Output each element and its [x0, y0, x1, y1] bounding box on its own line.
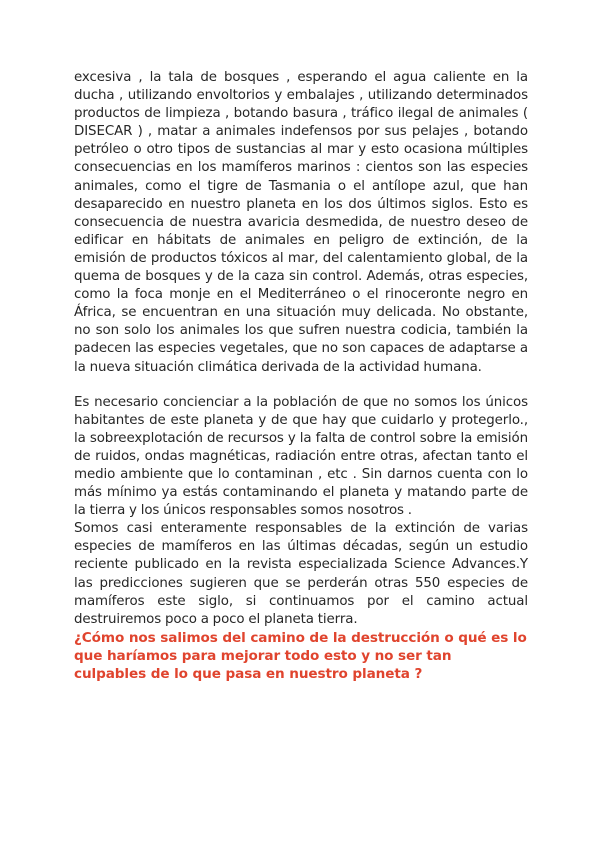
body-paragraph-1: excesiva , la tala de bosques , esperando el agua caliente en la ducha , utilizando envoltorios y embalajes , utilizando determinados productos de limpieza , botando basura , tráfico ilegal de animales ( DISECAR ) , matar a animales indefensos por sus pelajes , botando petróleo o otro tipos de sustancias al mar y esto ocasiona múltiples consecuencias en los mamíferos marinos : cientos son las especies animales, como el tigre de Tasmania o el antílope azul, que han desaparecido en nuestro planeta en los dos últimos siglos. Esto es consecuencia de nuestra avaricia desmedida, de nuestro deseo de edificar en hábitats de animales en peligro de extinción, de la emisión de productos tóxicos al mar, del calentamiento global, de la quema de bosques y de la caza sin control. Además, otras especies, como la foca monje en el Mediterráneo o el rinoceronte negro en África, se encuentran en una situación muy delicada. No obstante, no son solo los animales los que sufren nuestra codicia, también la padecen las especies vegetales, que no son capaces de adaptarse a la nueva situación climática derivada de la actividad humana.: [74, 70, 528, 375]
document-page: [74, 69, 528, 684]
body-paragraph-3: Somos casi enteramente responsables de la extinción de varias especies de mamíferos en las últimas décadas, según un estudio reciente publicado en la revista especializada Science Advances.Y las predicciones sugieren que se perderán otras 550 especies de mamíferos este siglo, si continuamos por el camino actual destruiremos poco a poco el planeta tierra.: [74, 521, 528, 627]
body-paragraph-2: Es necesario concienciar a la población de que no somos los únicos habitantes de este planeta y de que hay que cuidarlo y protegerlo., la sobreexplotación de recursos y la falta de control sobre la emisión de ruidos, ondas magnéticas, radiación entre otras, afectan tanto el medio ambiente que lo contaminan , etc . Sin darnos cuenta con lo más mínimo ya estás contaminando el planeta y matando parte de la tierra y los únicos responsables somos nosotros .: [74, 394, 528, 519]
paragraph-spacer: [74, 377, 528, 394]
closing-question: ¿Cómo nos salimos del camino de la destrucción o qué es lo que haríamos para mejorar todo esto y no ser tan culpables de lo que pasa en nuestro planeta ?: [74, 629, 527, 683]
